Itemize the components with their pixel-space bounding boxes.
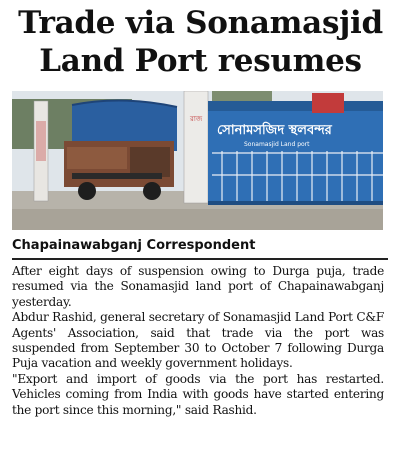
gate-sign-bengali: সোনামসজিদ স্থলবন্দর: [217, 123, 332, 138]
svg-text:রাজ: রাজ: [190, 115, 203, 123]
news-photo: [12, 91, 383, 230]
article-headline: Trade via Sonamasjid Land Port resumes: [18, 5, 383, 79]
gate-sign-english: Sonamasjid Land port: [244, 141, 310, 148]
paragraph-2: Abdur Rashid, general secretary of Sonamasjid Land Port C&F Agents' Association, said that trade via the port was suspended from September 30 to October 7 following Durga Puja vacation and weekly government holidays.: [12, 310, 384, 371]
article-body: [12, 264, 384, 418]
paragraph-1: After eight days of suspension owing to Durga puja, trade resumed via the Sonamasjid land port of Chapainawabganj yesterday.: [12, 264, 384, 309]
article-byline: Chapainawabganj Correspondent: [12, 238, 256, 253]
byline-divider: [12, 258, 388, 260]
paragraph-3: "Export and import of goods via the port has restarted. Vehicles coming from India with goods have started entering the port since this morning," said Rashid.: [12, 371, 384, 417]
